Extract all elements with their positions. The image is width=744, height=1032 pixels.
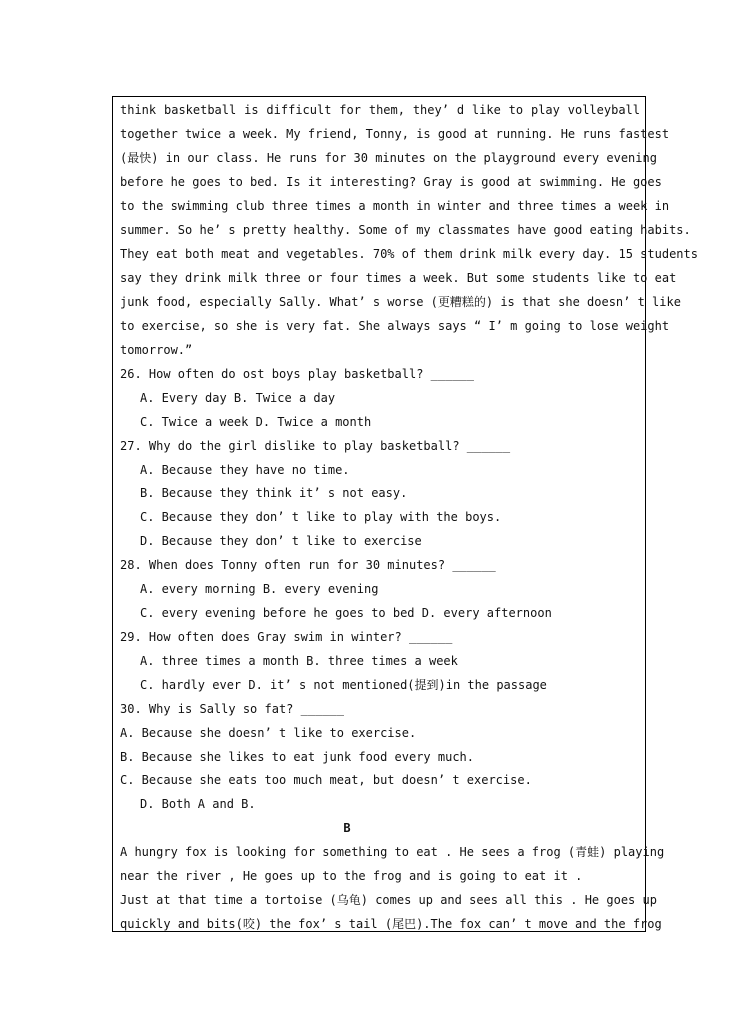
- section-b-line: near the river , He goes up to the frog and is going to eat it .: [120, 869, 583, 883]
- question-26-options-row2: C. Twice a week D. Twice a month: [140, 415, 372, 429]
- section-b-heading: B: [343, 821, 351, 835]
- passage-line: say they drink milk three or four times a week. But some students like to eat: [120, 271, 677, 285]
- passage-line: They eat both meat and vegetables. 70% of them drink milk every day. 15 students: [120, 247, 698, 261]
- question-27-option-c: C. Because they don’ t like to play with the boys.: [140, 510, 502, 524]
- question-28-stem: 28. When does Tonny often run for 30 minutes? ______: [120, 558, 496, 572]
- question-26-stem: 26. How often do ost boys play basketball? ______: [120, 367, 475, 381]
- passage-line: to the swimming club three times a month in winter and three times a week in: [120, 199, 670, 213]
- passage-line: summer. So he’ s pretty healthy. Some of my classmates have good eating habits.: [120, 223, 691, 237]
- question-30-option-b: B. Because she likes to eat junk food every much.: [120, 750, 475, 764]
- question-28-options-row1: A. every morning B. every evening: [140, 582, 379, 596]
- section-b-line: A hungry fox is looking for something to eat . He sees a frog (青蛙) playing: [120, 845, 665, 859]
- question-29-options-row1: A. three times a month B. three times a week: [140, 654, 458, 668]
- passage-line: think basketball is difficult for them, they’ d like to play volleyball: [120, 103, 640, 117]
- question-27-option-a: A. Because they have no time.: [140, 463, 350, 477]
- question-29-options-row2: C. hardly ever D. it’ s not mentioned(提到)in the passage: [140, 678, 547, 692]
- passage-line: (最快) in our class. He runs for 30 minutes on the playground every evening: [120, 151, 657, 165]
- question-27-stem: 27. Why do the girl dislike to play basketball? ______: [120, 439, 511, 453]
- question-30-stem: 30. Why is Sally so fat? ______: [120, 702, 344, 716]
- question-30-option-d: D. Both A and B.: [140, 797, 256, 811]
- question-26-options-row1: A. Every day B. Twice a day: [140, 391, 336, 405]
- passage-line: junk food, especially Sally. What’ s worse (更糟糕的) is that she doesn’ t like: [120, 295, 681, 309]
- question-27-option-d: D. Because they don’ t like to exercise: [140, 534, 422, 548]
- question-29-stem: 29. How often does Gray swim in winter? ______: [120, 630, 453, 644]
- passage-line: tomorrow.”: [120, 343, 193, 357]
- question-28-options-row2: C. every evening before he goes to bed D. every afternoon: [140, 606, 552, 620]
- question-27-option-b: B. Because they think it’ s not easy.: [140, 486, 408, 500]
- section-b-line: quickly and bits(咬) the fox’ s tail (尾巴).The fox can’ t move and the frog: [120, 917, 662, 931]
- passage-line: together twice a week. My friend, Tonny, is good at running. He runs fastest: [120, 127, 670, 141]
- question-30-option-a: A. Because she doesn’ t like to exercise.: [120, 726, 417, 740]
- passage-line: before he goes to bed. Is it interesting? Gray is good at swimming. He goes: [120, 175, 662, 189]
- section-b-line: Just at that time a tortoise (乌龟) comes up and sees all this . He goes up: [120, 893, 657, 907]
- passage-line: to exercise, so she is very fat. She always says “ I’ m going to lose weight: [120, 319, 670, 333]
- question-30-option-c: C. Because she eats too much meat, but doesn’ t exercise.: [120, 773, 532, 787]
